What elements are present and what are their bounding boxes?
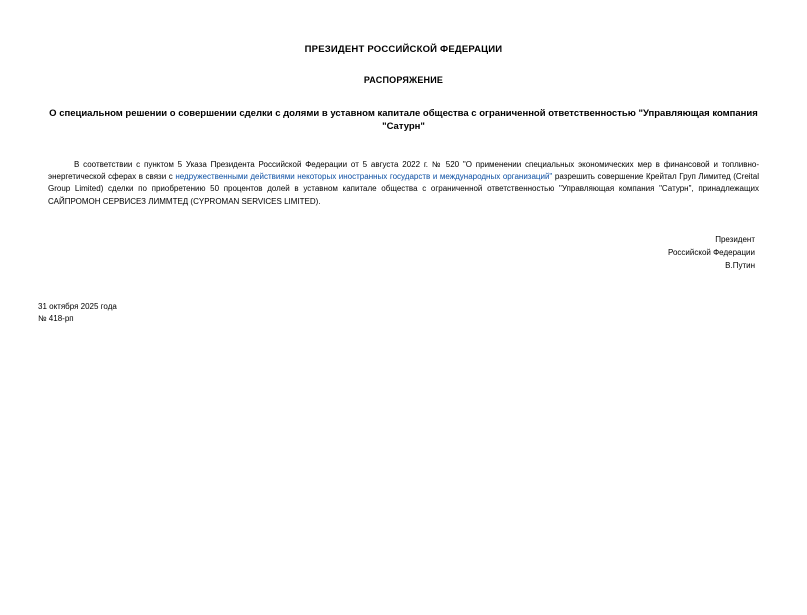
document-body (38, 159, 769, 209)
signature-block (38, 234, 769, 272)
document-title: О специальном решении о совершении сделки с долями в уставном капитале общества с ограниченной ответственностью "Управляющая компания "Сатурн" (49, 108, 758, 133)
body-lead-text: В соответствии с пунктом 5 Указа Президента Российской Федерации от 5 августа 2022 г. № 520 "О применении специальных экономических мер в финансовой и топливно-энергетической сферах в связи с (48, 159, 759, 181)
signature-title-line2: Российской Федерации (668, 247, 755, 257)
document-date-block (38, 301, 769, 327)
decree-reference-link[interactable]: недружественными действиями некоторых иностранных государств и международных организаций" (175, 171, 553, 181)
document-date: 31 октября 2025 года (38, 301, 117, 311)
document-type: РАСПОРЯЖЕНИЕ (363, 75, 444, 85)
document-page (0, 44, 807, 615)
document-header: ПРЕЗИДЕНТ РОССИЙСКОЙ ФЕДЕРАЦИИ (304, 44, 503, 55)
signature-title-line1: Президент (715, 235, 755, 245)
body-tail-text: разрешить совершение Крейтал Груп Лимитед (Creital Group Limited) сделки по приобретению 50 процентов долей в уставном капитале общества с ограниченной ответственностью "Управляющая компания "Сатурн", принадлежащих САЙПРОМОН СЕРВИСЕЗ ЛИММТЕД (CYPROMAN SERVICES LIMITED). (48, 171, 759, 206)
document-number: № 418-рп (38, 314, 74, 324)
signature-name: В.Путин (725, 260, 755, 270)
